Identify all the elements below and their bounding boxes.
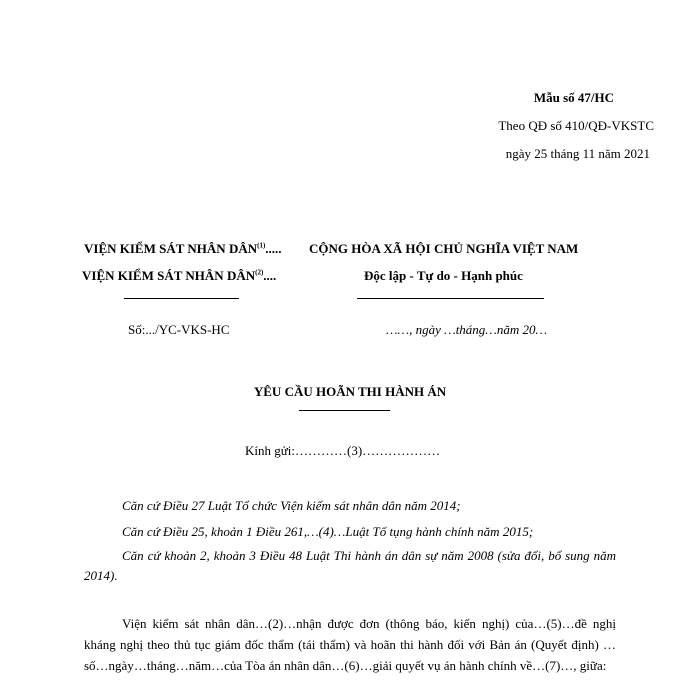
recipient-line: Kính gửi:…………(3)……………… (245, 443, 441, 458)
form-issue-date: ngày 25 tháng 11 năm 2021 (505, 146, 650, 161)
agency-line-1 (84, 241, 282, 257)
motto-underline (357, 298, 544, 299)
agency-line-1-ref: (1) (257, 241, 266, 250)
legal-basis-2: Căn cứ Điều 25, khoản 1 Điều 261,…(4)…Luật Tố tụng hành chính năm 2015; (122, 524, 534, 539)
title-underline (299, 410, 390, 411)
agency-line-2 (82, 268, 276, 284)
body-paragraph: Viện kiểm sát nhân dân…(2)…nhận được đơn (thông báo, kiến nghị) của…(5)…đề nghị kháng nghị theo thủ tục giám đốc thẩm (tái thẩm) và hoãn thi hành đối với Bản án (Quyết định) …số…ngày…tháng…năm…của Tòa án nhân dân…(6)…giải quyết vụ án hành chính về…(7)…, giữa: (84, 616, 616, 673)
place-date-line: ……, ngày …tháng…năm 20… (386, 322, 548, 337)
document-number: Số:.../YC-VKS-HC (128, 322, 230, 337)
agency-underline (124, 298, 239, 299)
legal-basis-1: Căn cứ Điều 27 Luật Tổ chức Viện kiểm sát nhân dân năm 2014; (122, 498, 461, 513)
document-title: YÊU CẦU HOÃN THI HÀNH ÁN (253, 384, 447, 399)
form-code: Mẫu số 47/HC (533, 90, 614, 105)
form-decision-ref: Theo QĐ số 410/QĐ-VKSTC (498, 118, 654, 133)
agency-line-1-dots: ..... (265, 241, 282, 256)
agency-line-2-dots: .... (263, 268, 277, 283)
agency-line-2-ref: (2) (255, 268, 264, 277)
agency-line-1-text: VIỆN KIỂM SÁT NHÂN DÂN (84, 241, 258, 256)
legal-basis-3: Căn cứ khoản 2, khoản 3 Điều 48 Luật Thi hành án dân sự năm 2008 (sửa đổi, bổ sung năm 2014). (84, 548, 616, 583)
national-motto: Độc lập - Tự do - Hạnh phúc (364, 268, 523, 283)
agency-line-2-text: VIỆN KIỂM SÁT NHÂN DÂN (82, 268, 256, 283)
republic-heading: CỘNG HÒA XÃ HỘI CHỦ NGHĨA VIỆT NAM (309, 241, 579, 256)
